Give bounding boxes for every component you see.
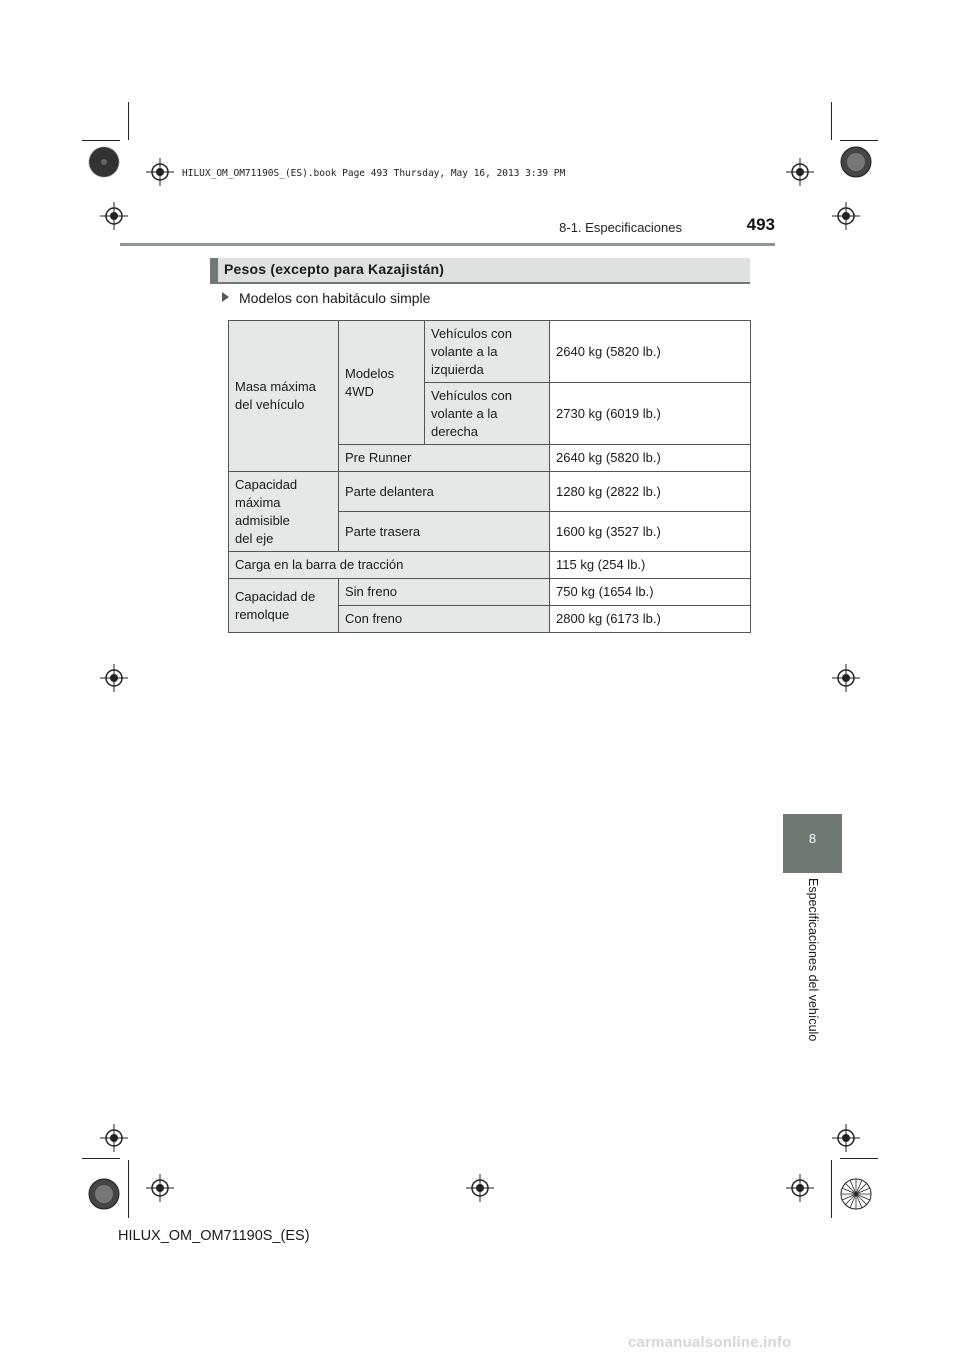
header-rule <box>120 243 775 246</box>
print-wheel-icon <box>840 146 872 178</box>
table-cell-delantera-label: Parte delantera <box>339 472 550 512</box>
registration-mark-icon <box>466 1174 494 1202</box>
chapter-tab <box>783 814 842 873</box>
crop-line <box>128 102 129 140</box>
table-cell-traccion-value: 115 kg (254 lb.) <box>550 552 751 579</box>
table-cell-masa-maxima: Masa máxima del vehículo <box>229 321 339 472</box>
book-info: HILUX_OM_OM71190S_(ES).book Page 493 Thursday, May 16, 2013 3:39 PM <box>182 168 566 179</box>
subheading <box>222 290 430 306</box>
registration-mark-icon <box>100 202 128 230</box>
table-row <box>229 321 751 383</box>
table-cell-con-freno-value: 2800 kg (6173 lb.) <box>550 606 751 633</box>
table-row <box>229 579 751 606</box>
section-title <box>210 258 750 284</box>
crop-line <box>831 102 832 140</box>
subheading-text: Modelos con habitáculo simple <box>239 290 431 306</box>
print-wheel-icon <box>88 1178 120 1210</box>
table-cell-trasera-value: 1600 kg (3527 lb.) <box>550 512 751 552</box>
table-cell-izquierda-value: 2640 kg (5820 lb.) <box>550 321 751 383</box>
table-cell-sin-freno-label: Sin freno <box>339 579 550 606</box>
table-cell-trasera-label: Parte trasera <box>339 512 550 552</box>
registration-mark-icon <box>832 202 860 230</box>
registration-mark-icon <box>146 1174 174 1202</box>
table-cell-delantera-value: 1280 kg (2822 lb.) <box>550 472 751 512</box>
table-cell-capacidad-eje: Capacidad máxima admisible del eje <box>229 472 339 552</box>
footer-code: HILUX_OM_OM71190S_(ES) <box>118 1228 310 1244</box>
table-cell-derecha-value: 2730 kg (6019 lb.) <box>550 383 751 445</box>
registration-mark-icon <box>100 1124 128 1152</box>
triangle-bullet-icon <box>222 292 229 302</box>
table-cell-sin-freno-value: 750 kg (1654 lb.) <box>550 579 751 606</box>
registration-mark-icon <box>832 664 860 692</box>
registration-mark-icon <box>786 158 814 186</box>
registration-mark-icon <box>832 1124 860 1152</box>
section-title-text: Pesos (excepto para Kazajistán) <box>224 261 445 277</box>
crop-line <box>82 140 120 141</box>
table-cell-pre-runner-value: 2640 kg (5820 lb.) <box>550 445 751 472</box>
header-section-title: 8-1. Especificaciones <box>559 220 682 235</box>
crop-line <box>128 1160 129 1218</box>
print-wheel-icon <box>88 146 120 178</box>
table-row <box>229 472 751 512</box>
weights-table <box>228 320 751 633</box>
watermark: carmanualsonline.info <box>628 1334 792 1351</box>
chapter-number: 8 <box>808 831 817 846</box>
crop-line <box>82 1158 120 1159</box>
print-wheel-icon <box>840 1178 872 1210</box>
table-cell-traccion-label: Carga en la barra de tracción <box>229 552 550 579</box>
table-cell-izquierda-label: Vehículos con volante a la izquierda <box>425 321 550 383</box>
registration-mark-icon <box>146 158 174 186</box>
table-cell-modelos-4wd: Modelos 4WD <box>339 321 425 445</box>
chapter-tab-label: Especificaciones del vehículo <box>806 878 820 1042</box>
registration-mark-icon <box>100 664 128 692</box>
crop-line <box>831 1160 832 1218</box>
section-title-bar <box>210 258 218 284</box>
crop-line <box>840 140 878 141</box>
table-cell-remolque-label: Capacidad de remolque <box>229 579 339 633</box>
table-cell-con-freno-label: Con freno <box>339 606 550 633</box>
crop-line <box>840 1158 878 1159</box>
table-cell-pre-runner-label: Pre Runner <box>339 445 550 472</box>
registration-mark-icon <box>786 1174 814 1202</box>
table-cell-derecha-label: Vehículos con volante a la derecha <box>425 383 550 445</box>
page-number: 493 <box>746 215 775 234</box>
table-row <box>229 552 751 579</box>
